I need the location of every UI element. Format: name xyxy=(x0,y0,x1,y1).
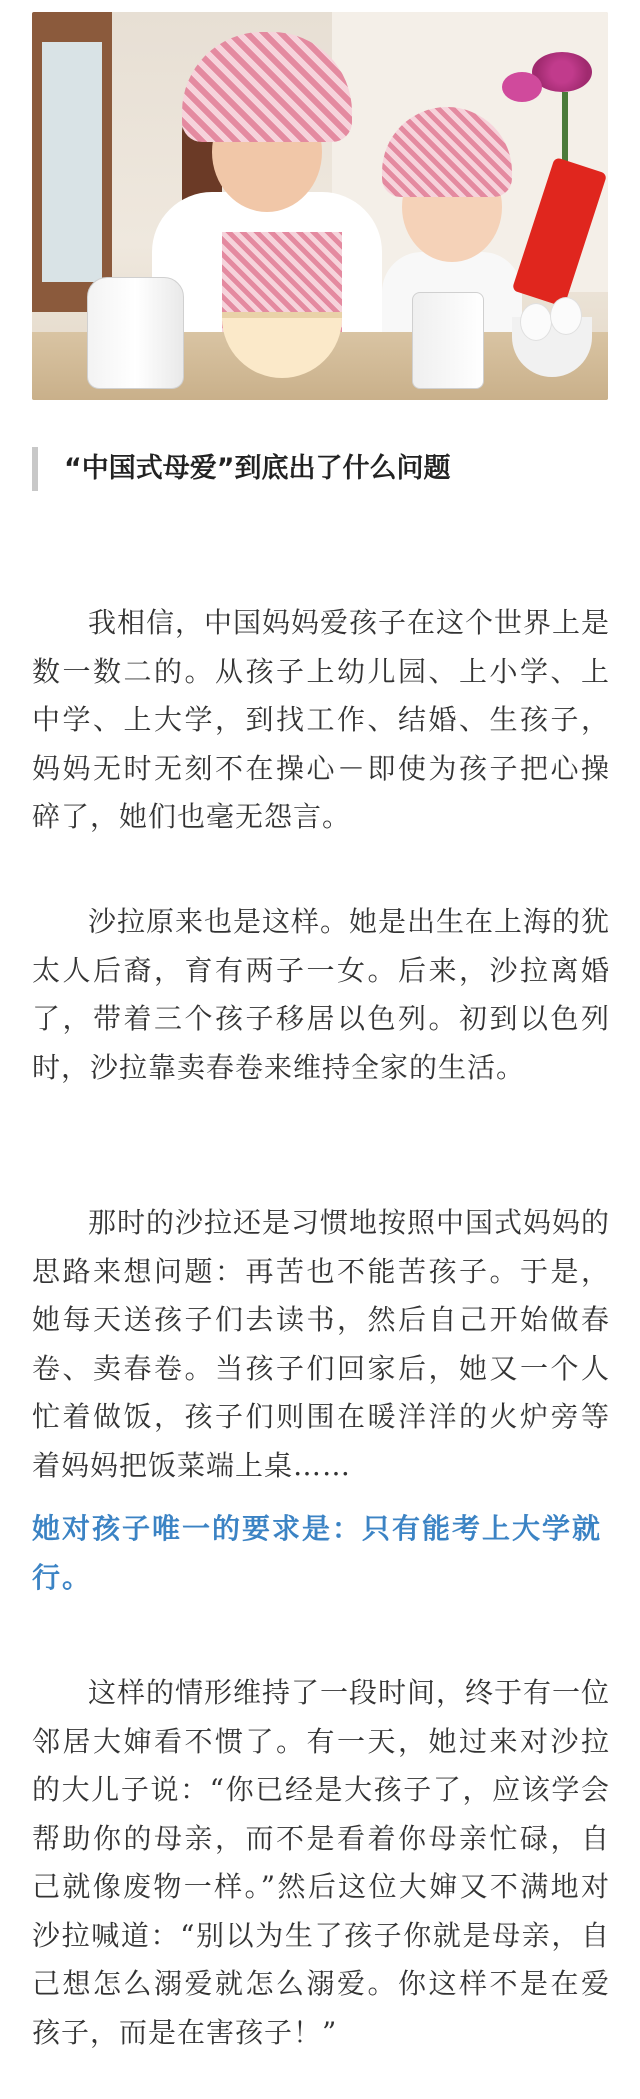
highlighted-sentence: 她对孩子唯一的要求是：只有能考上大学就行。 xyxy=(32,1512,603,1594)
article-hero-image xyxy=(32,12,608,400)
milk-jug xyxy=(87,277,184,389)
paragraph-4: 这样的情形维持了一段时间，终于有一位邻居大婶看不惯了。有一天，她过来对沙拉的大儿子说：“你已经是大孩子了，应该学会帮助你的母亲，而不是看着你母亲忙碌，自己就像废物一样。”然后这位大婶又不满地对沙拉喊道：“别以为生了孩子你就是母亲，自己想怎么溺爱就怎么溺爱。你这样不是在爱孩子，而是在害孩子！” xyxy=(32,1676,611,2049)
paragraph-1: 我相信，中国妈妈爱孩子在这个世界上是数一数二的。从孩子上幼儿园、上小学、上中学、上大学，到找工作、结婚、生孩子，妈妈无时无刻不在操心－即使为孩子把心操碎了，她们也毫无怨言。 xyxy=(32,606,611,833)
orchid-flower-small xyxy=(502,72,542,102)
paragraph-2: 沙拉原来也是这样。她是出生在上海的犹太人后裔，育有两子一女。后来，沙拉离婚了，带着三个孩子移居以色列。初到以色列时，沙拉靠卖春卷来维持全家的生活。 xyxy=(32,905,611,1084)
paragraph-3: 那时的沙拉还是习惯地按照中国式妈妈的思路来想问题：再苦也不能苦孩子。于是，她每天送孩子们去读书，然后自己开始做春卷、卖春卷。当孩子们回家后，她又一个人忙着做饭，孩子们则围在暖洋洋的火炉旁等着妈妈把饭菜端上桌…… xyxy=(32,1206,611,1482)
window-pane xyxy=(42,42,102,282)
section-heading: “中国式母爱”到底出了什么问题 xyxy=(32,447,451,491)
milk-glass xyxy=(412,292,484,389)
egg xyxy=(550,297,582,335)
egg xyxy=(520,303,552,341)
mother-headscarf xyxy=(182,32,352,142)
